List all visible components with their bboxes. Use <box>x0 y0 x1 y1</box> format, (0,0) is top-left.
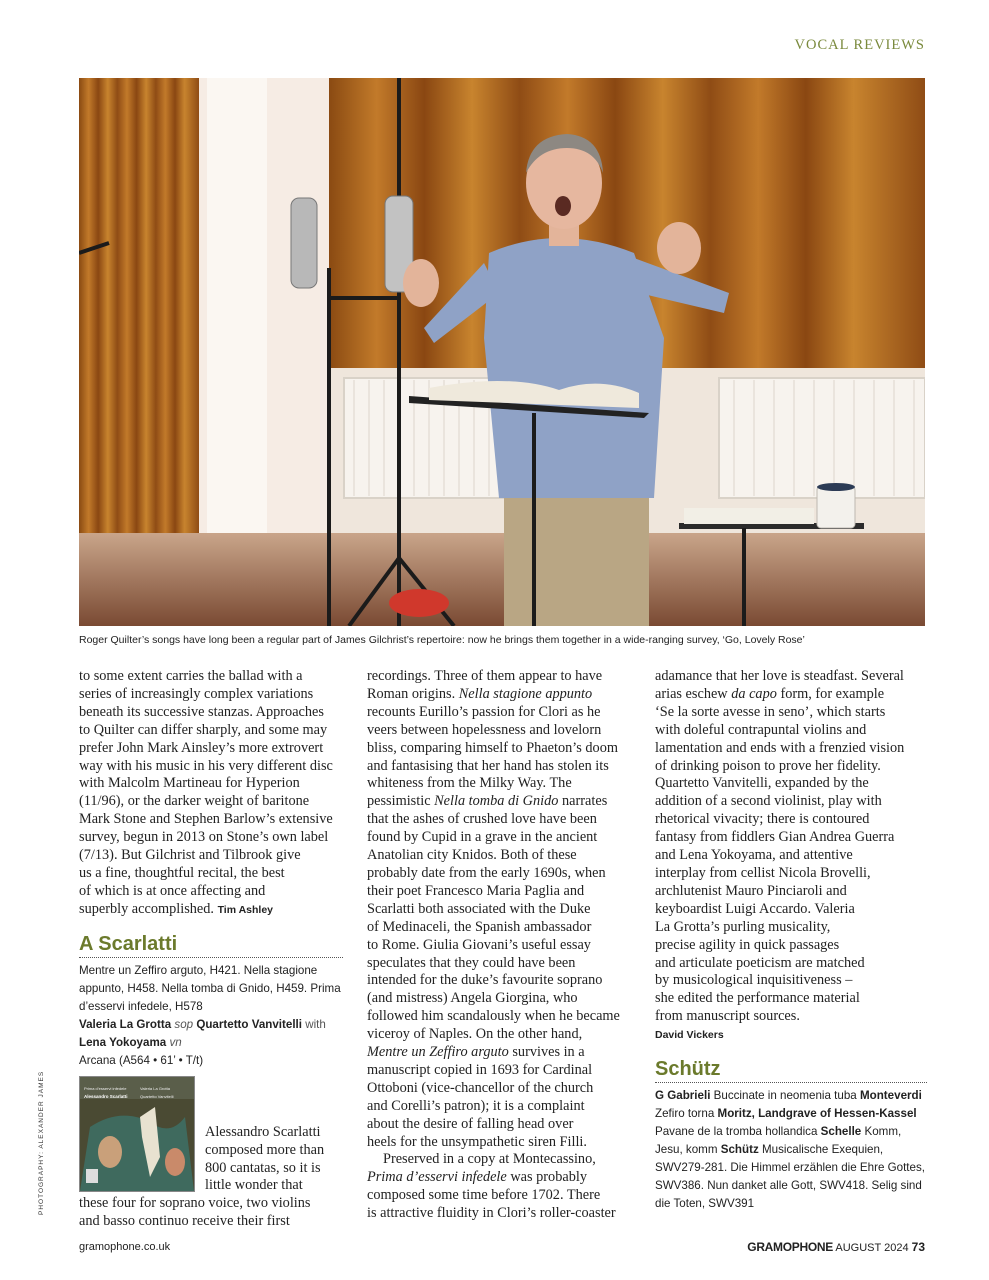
column-1 <box>79 668 343 1231</box>
composer-heading: Schütz <box>655 1057 927 1083</box>
review-body: to some extent carries the ballad with a series of increasingly complex variations beneath its successive stanzas. Approaches to Quilter can differ sharply, and some may prefer John Mark Ainsley’s more extrovert way with his music in his very different disc with Malcolm Martineau for Hyperion (11/96), or the darker weight of baritone Mark Stone and Stephen Barlow’s extensive survey, begun in 2013 on Stone’s own label (7/13). But Gilchrist and Tilbrook give us a fine, thoughtful recital, the best of which is at once affecting and superbly accomplished. Tim Ashley <box>79 668 333 917</box>
cover-text-2: Valeria La Grotta <box>140 1085 170 1091</box>
review-body-intro: Alessandro Scarlatti composed more than 800 cantatas, so it is little wonder that <box>205 1123 325 1194</box>
cover-text-1: Prima d’esservi infedele <box>84 1085 127 1091</box>
disc-details: Mentre un Zeffiro arguto, H421. Nella stagione appunto, H458. Nella tomba di Gnido, H459. Prima d’esservi infedele, H578 Valeria La Grotta sop Quartetto Vanvitelli with Lena Yokoyama vn Arcana (A564 • 61’ • T/t) <box>79 963 341 1067</box>
review-body: adamance that her love is steadfast. Several arias eschew da capo form, for example ‘Se la sorte avesse in seno’, which starts with doleful contrapuntal violins and lamentation and ends with a frenzied vision of drinking poison to prove her fidelity. Quartetto Vanvitelli, expanded by the addition of a second violinist, play with rhetorical vivacity; there is contoured fantasy from fiddlers Gian Andrea Guerra and Lena Yokoyama, and attentive interplay from cellist Nicola Brovelli, archlutenist Mauro Pinciaroli and keyboardist Luigi Accardo. Valeria La Grotta’s purling musicality, precise agility in quick passages and articulate poeticism are matched by musicological inquisitiveness – she edited the performance material from manuscript sources. David Vickers <box>655 668 905 1042</box>
column-2 <box>367 668 631 1223</box>
column-3 <box>655 668 927 1213</box>
cover-text-3: Alessandro Scarlatti <box>84 1093 128 1099</box>
magazine-brand: GRAMOPHONE <box>747 1240 833 1254</box>
composer-heading: A Scarlatti <box>79 932 343 958</box>
album-cover <box>79 1076 195 1192</box>
recording-session-photo <box>79 78 925 626</box>
site-url: gramophone.co.uk <box>79 1241 171 1253</box>
section-label: VOCAL REVIEWS <box>794 37 925 53</box>
works-list: Mentre un Zeffiro arguto, H421. Nella stagione appunto, H458. Nella tomba di Gnido, H459. Prima d’esservi infedele, H578 <box>79 963 341 1013</box>
review-body: Preserved in a copy at Montecassino, Prima d’esservi infedele was probably composed some time before 1702. There is attractive fluidity in Clori’s roller-coaster <box>367 1151 616 1222</box>
folio <box>747 1240 925 1254</box>
label-info: Arcana (A564 • 61’ • T/t) <box>79 1053 204 1067</box>
issue-date: AUGUST 2024 <box>835 1242 909 1254</box>
photo-credit: PHOTOGRAPHY: ALEXANDER JAMES <box>38 1070 45 1215</box>
photo-caption: Roger Quilter’s songs have long been a regular part of James Gilchrist’s repertoire: now he brings them together in a wide-ranging survey, ‘Go, Lovely Rose’ <box>79 634 805 646</box>
page-number: 73 <box>911 1240 925 1254</box>
reviewer-name: Tim Ashley <box>217 903 274 916</box>
review-body-cont: these four for soprano voice, two violins and basso continuo receive their first <box>79 1195 311 1230</box>
disc-details: G Gabrieli Buccinate in neomenia tuba Monteverdi Zefiro torna Moritz, Landgrave of Hessen-Kassel Pavane de la tromba hollandica Schelle Komm, Jesu, komm Schütz Musicalische Exequien, SWV279-281. Die Himmel erzählen die Ehre Gottes, SWV386. Nun danket alle Gott, SWV418. Selig sind die Toten, SWV391 <box>655 1089 925 1211</box>
review-body: recordings. Three of them appear to have Roman origins. Nella stagione appunto recounts Eurillo’s passion for Clori as he veers between hopelessness and lovelorn bliss, comparing himself to Phaeton’s doom and fantasising that her hand has stolen its whiteness from the Milky Way. The pessimistic Nella tomba di Gnido narrates that the ashes of crushed love have been found by Cupid in a grave in the ancient Anatolian city Knidos. Both of these probably date from the early 1690s, when their poet Francesco Maria Paglia and Scarlatti both associated with the Duke of Medinaceli, the Spanish ambassador to Rome. Giulia Giovani’s useful essay speculates that they could have been intended for the duke’s favourite soprano (and mistress) Angela Giorgina, who followed him scandalously when he became viceroy of Naples. On the other hand, Mentre un Zeffiro arguto survives in a manuscript copied in 1693 for Cardinal Ottoboni (vice-chancellor of the church and Corelli’s patron); it is a complaint about the desire of falling head over heels for the unsympathetic siren Filli. <box>367 668 620 1150</box>
reviewer-name: David Vickers <box>655 1029 724 1042</box>
cover-text-4: Quartetto Vanvitelli <box>140 1093 174 1099</box>
